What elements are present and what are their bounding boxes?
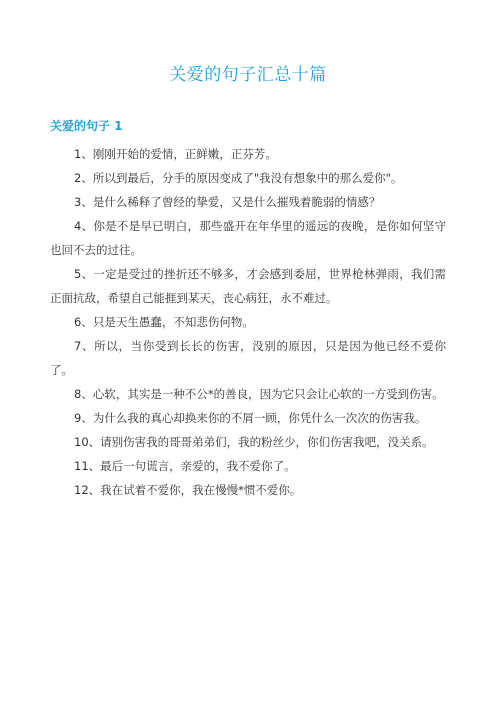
- paragraph: 8、心软，其实是一种不公*的善良，因为它只会让心软的一方受到伤害。: [74, 387, 444, 401]
- paragraph: 6、只是天生愚蠢，不知悲伤何物。: [74, 315, 254, 329]
- paragraph: 5、一定是受过的挫折还不够多，才会感到委屈，世界枪林弹雨，我们需正面抗敌，希望自己能捱到某天，丧心病狂，永不难过。: [50, 267, 446, 305]
- paragraph: 9、为什么我的真心却换来你的不屑一顾，你凭什么一次次的伤害我。: [74, 411, 427, 425]
- section-heading: 关爱的句子 1: [50, 119, 123, 133]
- paragraph: 4、你是不是早已明白，那些盛开在年华里的遥远的夜晚，是你如何坚守也回不去的过往。: [50, 219, 446, 257]
- paragraph: 1、刚刚开始的爱情，正鲜嫩，正芬芳。: [74, 147, 277, 161]
- paragraph-list: [50, 142, 446, 502]
- paragraph: 10、请别伤害我的哥哥弟弟们，我的粉丝少，你们伤害我吧，没关系。: [74, 435, 434, 449]
- document-title: 关爱的句子汇总十篇: [169, 65, 327, 85]
- paragraph: 12、我在试着不爱你，我在慢慢*惯不爱你。: [74, 483, 302, 497]
- paragraph: 7、所以，当你受到长长的伤害，没别的原因，只是因为他已经不爱你了。: [50, 339, 446, 377]
- paragraph: 3、是什么稀释了曾经的挚爱，又是什么摧残着脆弱的情感？: [74, 195, 381, 209]
- paragraph: 11、最后一句谎言，亲爱的，我不爱你了。: [74, 459, 296, 473]
- paragraph: 2、所以到最后，分手的原因变成了"我没有想象中的那么爱你"。: [74, 171, 403, 185]
